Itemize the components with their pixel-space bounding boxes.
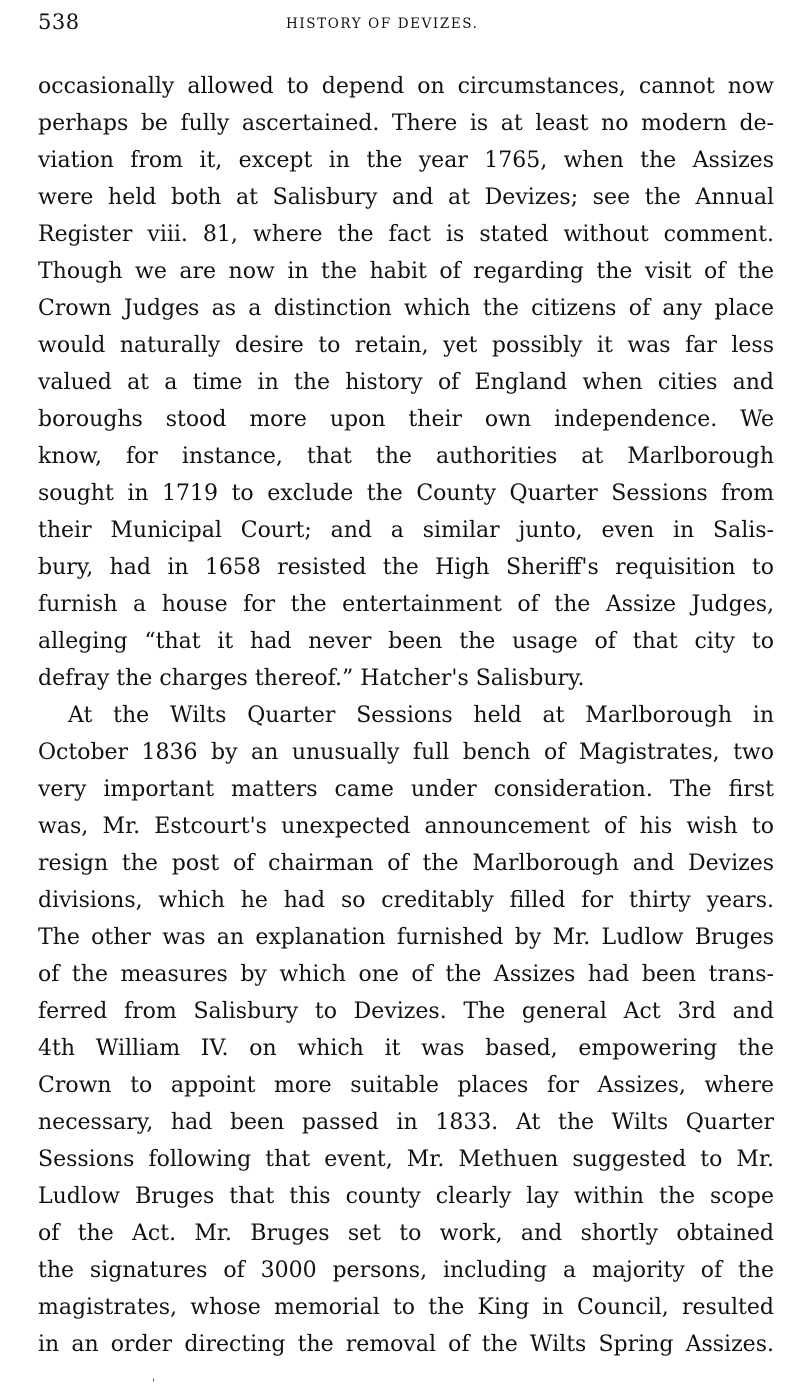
text-line: the signatures of 3000 persons, including a majority of the	[38, 1258, 774, 1283]
text-line: valued at a time in the history of England when cities and	[38, 370, 774, 395]
text-line: Crown to appoint more suitable places for Assizes, where	[38, 1073, 774, 1098]
text-line: furnish a house for the entertainment of the Assize Judges,	[38, 592, 774, 617]
text-line: ferred from Salisbury to Devizes. The general Act 3rd and	[38, 999, 774, 1024]
running-head	[38, 10, 773, 40]
text-line: boroughs stood more upon their own independence. We	[38, 407, 774, 432]
text-line: perhaps be fully ascertained. There is at least no modern de-	[38, 111, 774, 136]
text-line: was, Mr. Estcourt's unexpected announcement of his wish to	[38, 814, 774, 839]
text-line: defray the charges thereof.” Hatcher's Salisbury.	[38, 666, 585, 691]
text-line: were held both at Salisbury and at Devizes; see the Annual	[38, 185, 774, 210]
text-line: 4th William IV. on which it was based, empowering the	[38, 1036, 774, 1061]
paragraph-1	[38, 68, 774, 697]
text-line: At the Wilts Quarter Sessions held at Marlborough in	[68, 703, 774, 728]
text-line: The other was an explanation furnished by Mr. Ludlow Bruges	[38, 925, 774, 950]
text-line: of the Act. Mr. Bruges set to work, and shortly obtained	[38, 1221, 774, 1246]
text-line: necessary, had been passed in 1833. At the Wilts Quarter	[38, 1110, 774, 1135]
running-title: HISTORY OF DEVIZES.	[286, 16, 479, 32]
text-line: alleging “that it had never been the usage of that city to	[38, 629, 774, 654]
text-line: know, for instance, that the authorities at Marlborough	[38, 444, 774, 469]
text-line: very important matters came under consideration. The first	[38, 777, 774, 802]
text-line: Ludlow Bruges that this county clearly lay within the scope	[38, 1184, 774, 1209]
text-line: bury, had in 1658 resisted the High Sheriff's requisition to	[38, 555, 774, 580]
page-number: 538	[38, 10, 80, 34]
paragraph-2	[38, 697, 774, 1363]
text-line: divisions, which he had so creditably filled for thirty years.	[38, 888, 774, 913]
text-line: their Municipal Court; and a similar junto, even in Salis-	[38, 518, 774, 543]
text-line: magistrates, whose memorial to the King in Council, resulted	[38, 1295, 774, 1320]
text-line: resign the post of chairman of the Marlborough and Devizes	[38, 851, 774, 876]
text-line: Sessions following that event, Mr. Methuen suggested to Mr.	[38, 1147, 774, 1172]
text-line: sought in 1719 to exclude the County Quarter Sessions from	[38, 481, 774, 506]
text-line: occasionally allowed to depend on circumstances, cannot now	[38, 74, 774, 99]
text-line: October 1836 by an unusually full bench of Magistrates, two	[38, 740, 774, 765]
text-line: Crown Judges as a distinction which the citizens of any place	[38, 296, 774, 321]
text-line: Register viii. 81, where the fact is stated without comment.	[38, 222, 774, 247]
text-line: Though we are now in the habit of regarding the visit of the	[38, 259, 774, 284]
text-line: of the measures by which one of the Assizes had been trans-	[38, 962, 774, 987]
text-line: viation from it, except in the year 1765, when the Assizes	[38, 148, 774, 173]
footer-mark: '	[152, 1378, 155, 1389]
text-line: would naturally desire to retain, yet possibly it was far less	[38, 333, 774, 358]
body-text	[38, 68, 774, 1363]
text-line: in an order directing the removal of the Wilts Spring Assizes.	[38, 1332, 774, 1357]
